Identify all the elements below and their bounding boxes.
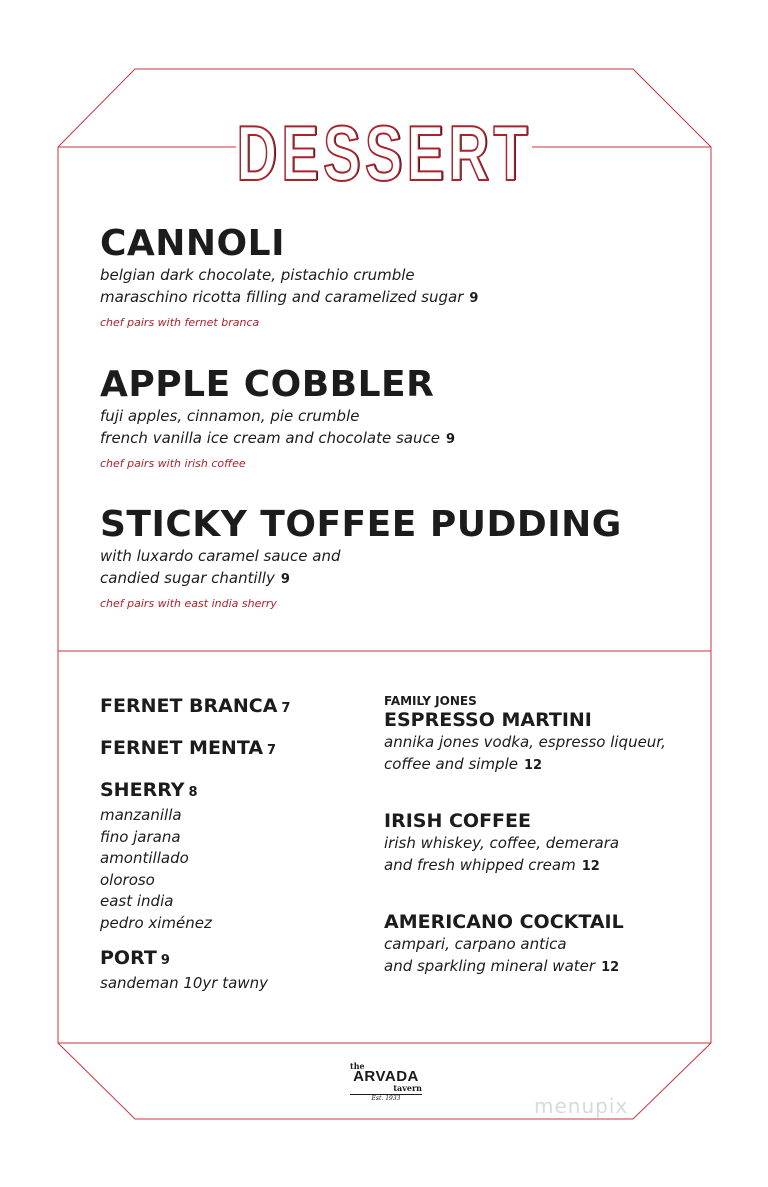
dessert-price: 9 xyxy=(445,432,455,447)
logo-est: Est. 1933 xyxy=(371,1095,401,1102)
dessert-pairing: chef pairs with fernet branca xyxy=(100,316,260,329)
logo-the: the xyxy=(350,1061,365,1071)
dessert-desc-line2 xyxy=(100,427,700,451)
drink-name: ESPRESSO MARTINI xyxy=(384,709,592,731)
dessert-name: APPLE COBBLER xyxy=(100,364,435,405)
drink-desc-line1: campari, carpano antica xyxy=(384,935,567,953)
dessert-desc-line2 xyxy=(100,286,700,310)
drink-name: FERNET MENTA xyxy=(100,737,264,759)
page-title: DESSERT xyxy=(236,109,532,197)
sherry-item: manzanilla xyxy=(100,806,182,824)
drink-fernet-branca xyxy=(100,694,370,721)
drink-name: PORT xyxy=(100,947,157,969)
drink-price: 12 xyxy=(581,858,600,874)
dessert-desc-text: french vanilla ice cream and chocolate sauce xyxy=(100,429,440,447)
drink-port xyxy=(100,946,370,973)
page-title-wrap xyxy=(0,108,768,199)
drink-desc-line1: irish whiskey, coffee, demerara xyxy=(384,834,620,852)
dessert-price: 9 xyxy=(469,291,479,306)
drink-kicker: FAMILY JONES xyxy=(384,694,477,708)
dessert-pairing: chef pairs with east india sherry xyxy=(100,597,277,610)
drink-desc-text: and sparkling mineral water xyxy=(384,956,596,975)
dessert-cannoli xyxy=(100,224,700,329)
drinks-right-column xyxy=(384,694,684,978)
dessert-desc-line2 xyxy=(100,567,700,591)
sherry-item: fino jarana xyxy=(100,827,181,846)
dessert-name: CANNOLI xyxy=(100,223,285,264)
logo-tavern: tavern xyxy=(393,1083,422,1093)
drink-price: 7 xyxy=(281,701,291,716)
dessert-price: 9 xyxy=(280,572,290,587)
dessert-pairing: chef pairs with irish coffee xyxy=(100,457,246,470)
drink-fernet-menta xyxy=(100,736,370,763)
drink-desc-line1: annika jones vodka, espresso liqueur, xyxy=(384,733,666,751)
dessert-desc-line1: belgian dark chocolate, pistachio crumble xyxy=(100,266,415,284)
sherry-item: pedro ximénez xyxy=(100,913,212,932)
sherry-item: amontillado xyxy=(100,849,189,867)
drink-name: FERNET BRANCA xyxy=(100,695,278,717)
drink-desc-text: coffee and simple xyxy=(384,754,518,773)
arvada-tavern-logo xyxy=(336,1062,436,1102)
drink-desc-text: and fresh whipped cream xyxy=(384,855,576,874)
drink-price: 7 xyxy=(267,743,277,758)
drink-price: 12 xyxy=(601,959,620,975)
dessert-name: STICKY TOFFEE PUDDING xyxy=(100,504,622,545)
dessert-desc-text: candied sugar chantilly xyxy=(100,569,275,587)
dessert-sticky-toffee xyxy=(100,505,700,610)
sherry-item: east india xyxy=(100,892,174,910)
port-desc: sandeman 10yr tawny xyxy=(100,974,268,992)
drink-desc-line2 xyxy=(384,855,684,878)
dessert-desc-line1: fuji apples, cinnamon, pie crumble xyxy=(100,407,360,425)
drink-name: IRISH COFFEE xyxy=(384,810,531,832)
drink-desc-line2 xyxy=(384,956,684,979)
drinks-left-column xyxy=(100,694,370,995)
dessert-desc-line1: with luxardo caramel sauce and xyxy=(100,547,341,565)
dessert-desc-text: maraschino ricotta filling and caramelized sugar xyxy=(100,288,464,306)
sherry-item: oloroso xyxy=(100,870,155,889)
drink-price: 8 xyxy=(188,785,198,800)
drink-price: 12 xyxy=(523,757,543,773)
watermark: menupix xyxy=(534,1094,629,1118)
logo-name: ARVADA xyxy=(353,1068,419,1085)
drink-price: 9 xyxy=(160,953,170,968)
drink-desc-line2 xyxy=(384,754,684,777)
drink-sherry xyxy=(100,778,370,805)
drink-name: AMERICANO COCKTAIL xyxy=(384,911,624,933)
drink-name: SHERRY xyxy=(100,779,185,801)
dessert-apple-cobbler xyxy=(100,365,700,470)
